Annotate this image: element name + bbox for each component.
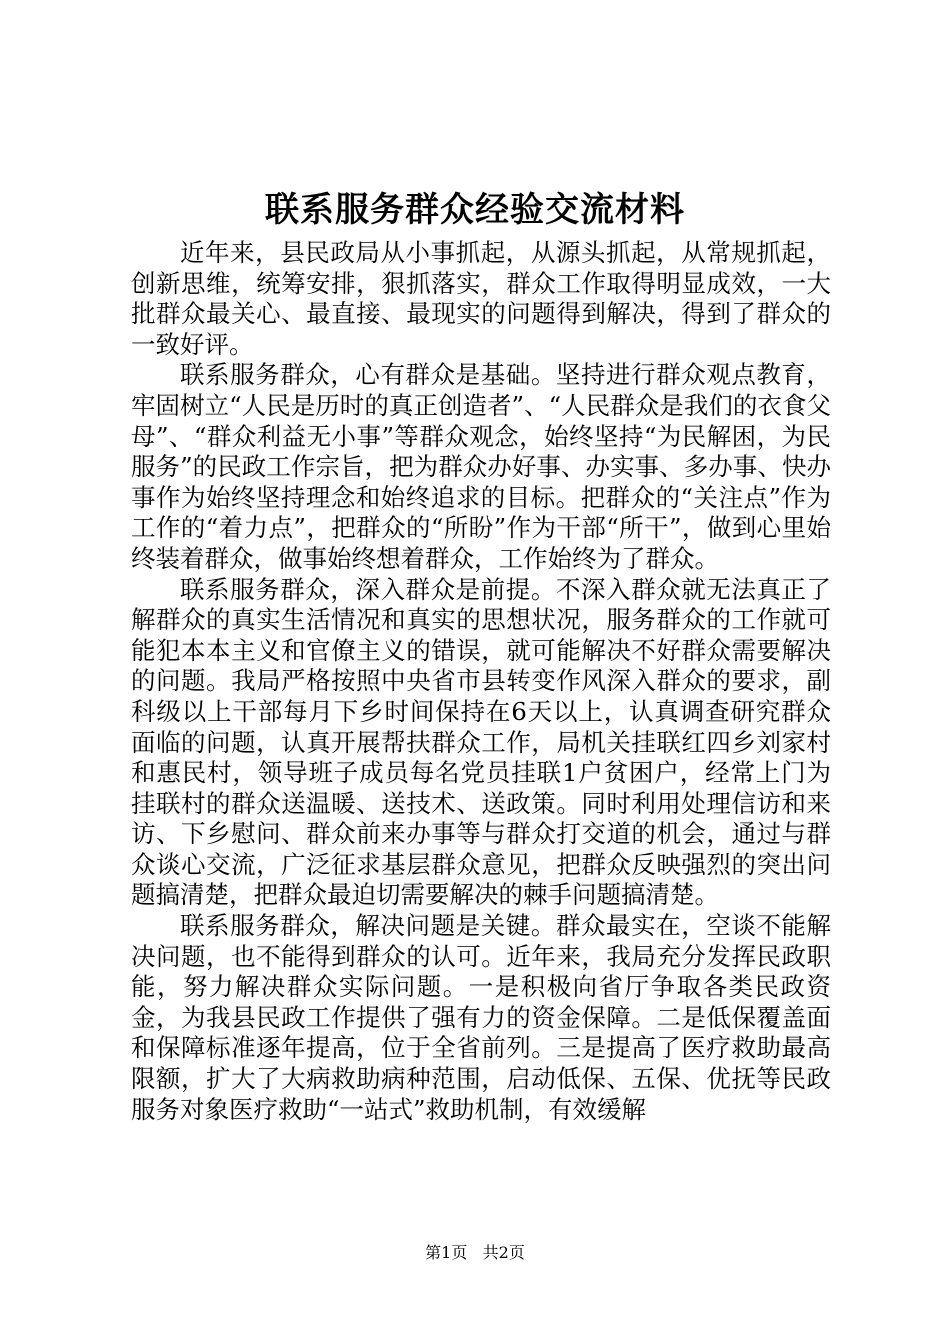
document-title: 联系服务群众经验交流材料: [265, 190, 685, 230]
paragraph-1: 近年来，县民政局从小事抓起，从源头抓起，从常规抓起，创新思维，统筹安排，狠抓落实，群众工作取得明显成效，一大批群众最关心、最直接、最现实的问题得到解决，得到了群众的一致好评。: [131, 238, 831, 359]
paragraph-4: 联系服务群众，解决问题是关键。群众最实在，空谈不能解决问题，也不能得到群众的认可。近年来，我局充分发挥民政职能，努力解决群众实际问题。一是积极向省厅争取各类民政资金，为我县民政工作提供了强有力的资金保障。二是低保覆盖面和保障标准逐年提高，位于全省前列。三是提高了医疗救助最高限额，扩大了大病救助病种范围，启动低保、五保、优抚等民政服务对象医疗救助“一站式”救助机制，有效缓解: [131, 911, 831, 1124]
page-footer: [0, 1243, 950, 1263]
footer-spacer: [472, 1243, 477, 1262]
paragraph-2: 联系服务群众，心有群众是基础。坚持进行群众观点教育，牢固树立“人民是历时的真正创造者”、“人民群众是我们的衣食父母”、“群众利益无小事”等群众观念，始终坚持“为民解困，为民服务”的民政工作宗旨，把为群众办好事、办实事、多办事、快办事作为始终坚持理念和始终追求的目标。把群众的“关注点”作为工作的“着力点”，把群众的“所盼”作为干部“所干”，做到心里始终装着群众，做事始终想着群众，工作始终为了群众。: [131, 360, 831, 573]
paragraph-3: 联系服务群众，深入群众是前提。不深入群众就无法真正了解群众的真实生活情况和真实的思想状况，服务群众的工作就可能犯本本主义和官僚主义的错误，就可能解决不好群众需要解决的问题。我局严格按照中央省市县转变作风深入群众的要求，副科级以上干部每月下乡时间保持在6天以上，认真调查研究群众面临的问题，认真开展帮扶群众工作，局机关挂联红四乡刘家村和惠民村，领导班子成员每名党员挂联1户贫困户，经常上门为挂联村的群众送温暖、送技术、送政策。同时利用处理信访和来访、下乡慰问、群众前来办事等与群众打交道的机会，通过与群众谈心交流，广泛征求基层群众意见，把群众反映强烈的突出问题搞清楚，把群众最迫切需要解决的棘手问题搞清楚。: [131, 574, 831, 910]
page-number: 第1页: [425, 1243, 468, 1262]
page-total: 共2页: [482, 1243, 525, 1262]
document-body: [131, 238, 831, 1125]
